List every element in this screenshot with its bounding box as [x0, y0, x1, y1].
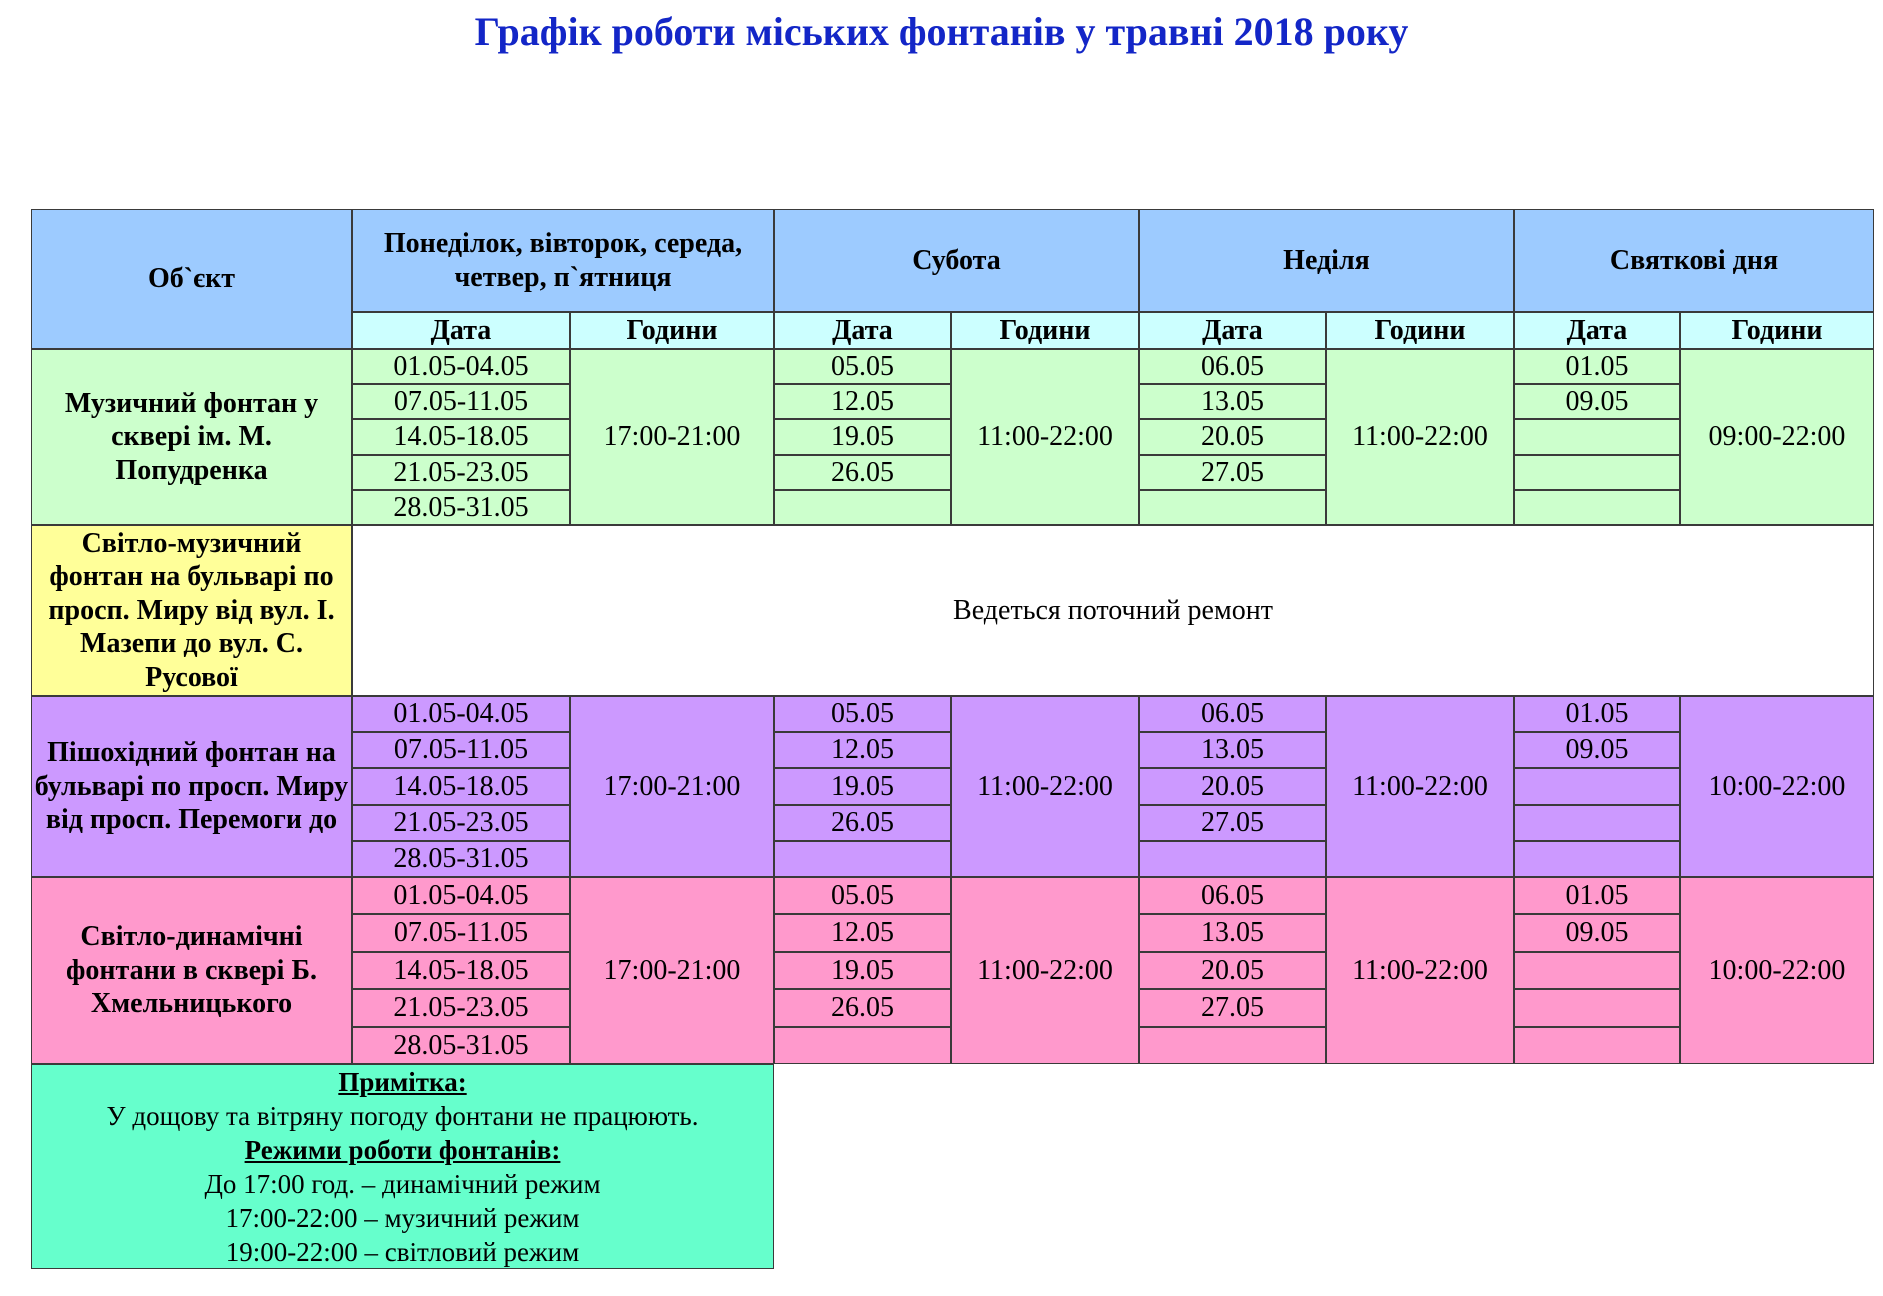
date-cell: 20.05: [1139, 419, 1326, 455]
header-date: Дата: [774, 312, 951, 349]
date-cell: 14.05-18.05: [352, 768, 570, 805]
date-cell: [774, 490, 951, 525]
header-date: Дата: [1514, 312, 1680, 349]
hours-cell: 11:00-22:00: [1326, 696, 1514, 877]
date-cell: 14.05-18.05: [352, 419, 570, 455]
date-cell: 06.05: [1139, 349, 1326, 384]
date-cell: [1514, 768, 1680, 805]
date-cell: [774, 1027, 951, 1064]
date-cell: 27.05: [1139, 989, 1326, 1027]
header-hours: Години: [1326, 312, 1514, 349]
date-cell: 27.05: [1139, 805, 1326, 841]
date-cell: 01.05-04.05: [352, 696, 570, 732]
fountain-name: Світло-динамічні фонтани в сквері Б. Хмельницького: [31, 877, 352, 1064]
date-cell: 19.05: [774, 419, 951, 455]
date-cell: 26.05: [774, 455, 951, 490]
date-cell: 20.05: [1139, 952, 1326, 989]
date-cell: [774, 841, 951, 877]
date-cell: 21.05-23.05: [352, 455, 570, 490]
note-text: У дощову та вітряну погоду фонтани не працюють.: [106, 1101, 699, 1131]
hours-cell: 17:00-21:00: [570, 696, 774, 877]
header-date: Дата: [352, 312, 570, 349]
date-cell: [1139, 841, 1326, 877]
date-cell: 01.05-04.05: [352, 349, 570, 384]
date-cell: [1514, 1027, 1680, 1064]
date-cell: 12.05: [774, 914, 951, 952]
date-cell: [1514, 841, 1680, 877]
fountain-name: Пішохідний фонтан на бульварі по просп. Миру від просп. Перемоги до: [31, 696, 352, 877]
hours-cell: 11:00-22:00: [1326, 349, 1514, 525]
header-hours: Години: [1680, 312, 1874, 349]
hours-cell: 10:00-22:00: [1680, 696, 1874, 877]
hours-cell: 11:00-22:00: [951, 696, 1139, 877]
date-cell: 26.05: [774, 805, 951, 841]
date-cell: 01.05: [1514, 696, 1680, 732]
hours-cell: 11:00-22:00: [1326, 877, 1514, 1064]
header-hours: Години: [951, 312, 1139, 349]
date-cell: [1514, 989, 1680, 1027]
date-cell: 20.05: [1139, 768, 1326, 805]
date-cell: 09.05: [1514, 732, 1680, 768]
date-cell: [1139, 1027, 1326, 1064]
date-cell: 01.05-04.05: [352, 877, 570, 914]
date-cell: 07.05-11.05: [352, 914, 570, 952]
date-cell: 01.05: [1514, 877, 1680, 914]
date-cell: 27.05: [1139, 455, 1326, 490]
date-cell: 13.05: [1139, 732, 1326, 768]
date-cell: 06.05: [1139, 877, 1326, 914]
date-cell: 07.05-11.05: [352, 732, 570, 768]
hours-cell: 09:00-22:00: [1680, 349, 1874, 525]
date-cell: [1514, 490, 1680, 525]
hours-cell: 11:00-22:00: [951, 877, 1139, 1064]
date-cell: 01.05: [1514, 349, 1680, 384]
mode-item: До 17:00 год. – динамічний режим: [204, 1169, 601, 1199]
fountain-status: Ведеться поточний ремонт: [352, 525, 1874, 696]
date-cell: [1514, 455, 1680, 490]
header-weekdays: Понеділок, вівторок, середа, четвер, п`ятниця: [352, 209, 774, 312]
header-hours: Години: [570, 312, 774, 349]
header-saturday: Субота: [774, 209, 1139, 312]
date-cell: 07.05-11.05: [352, 384, 570, 419]
date-cell: 14.05-18.05: [352, 952, 570, 989]
header-date: Дата: [1139, 312, 1326, 349]
date-cell: [1514, 805, 1680, 841]
date-cell: 06.05: [1139, 696, 1326, 732]
hours-cell: 17:00-21:00: [570, 349, 774, 525]
fountain-name: Світло-музичний фонтан на бульварі по просп. Миру від вул. І. Мазепи до вул. С. Русової: [31, 525, 352, 696]
date-cell: 05.05: [774, 349, 951, 384]
mode-item: 19:00-22:00 – світловий режим: [225, 1237, 580, 1267]
date-cell: [1139, 490, 1326, 525]
date-cell: 21.05-23.05: [352, 805, 570, 841]
page-title: Графік роботи міських фонтанів у травні 2018 року: [474, 9, 1409, 54]
date-cell: 19.05: [774, 952, 951, 989]
date-cell: 28.05-31.05: [352, 490, 570, 525]
note-box: [31, 1064, 774, 1269]
date-cell: 12.05: [774, 732, 951, 768]
date-cell: 05.05: [774, 877, 951, 914]
date-cell: [1514, 419, 1680, 455]
date-cell: 09.05: [1514, 384, 1680, 419]
modes-heading: Режими роботи фонтанів:: [244, 1135, 561, 1165]
date-cell: [1514, 952, 1680, 989]
hours-cell: 11:00-22:00: [951, 349, 1139, 525]
hours-cell: 17:00-21:00: [570, 877, 774, 1064]
header-object: Об`єкт: [31, 209, 352, 349]
header-holidays: Святкові дня: [1514, 209, 1874, 312]
date-cell: 13.05: [1139, 914, 1326, 952]
date-cell: 26.05: [774, 989, 951, 1027]
date-cell: 28.05-31.05: [352, 1027, 570, 1064]
header-sunday: Неділя: [1139, 209, 1514, 312]
date-cell: 09.05: [1514, 914, 1680, 952]
date-cell: 19.05: [774, 768, 951, 805]
note-heading: Примітка:: [338, 1067, 467, 1097]
date-cell: 05.05: [774, 696, 951, 732]
date-cell: 13.05: [1139, 384, 1326, 419]
mode-item: 17:00-22:00 – музичний режим: [225, 1203, 580, 1233]
hours-cell: 10:00-22:00: [1680, 877, 1874, 1064]
date-cell: 12.05: [774, 384, 951, 419]
date-cell: 21.05-23.05: [352, 989, 570, 1027]
date-cell: 28.05-31.05: [352, 841, 570, 877]
fountain-name: Музичний фонтан у сквері ім. М. Попудренка: [31, 349, 352, 525]
